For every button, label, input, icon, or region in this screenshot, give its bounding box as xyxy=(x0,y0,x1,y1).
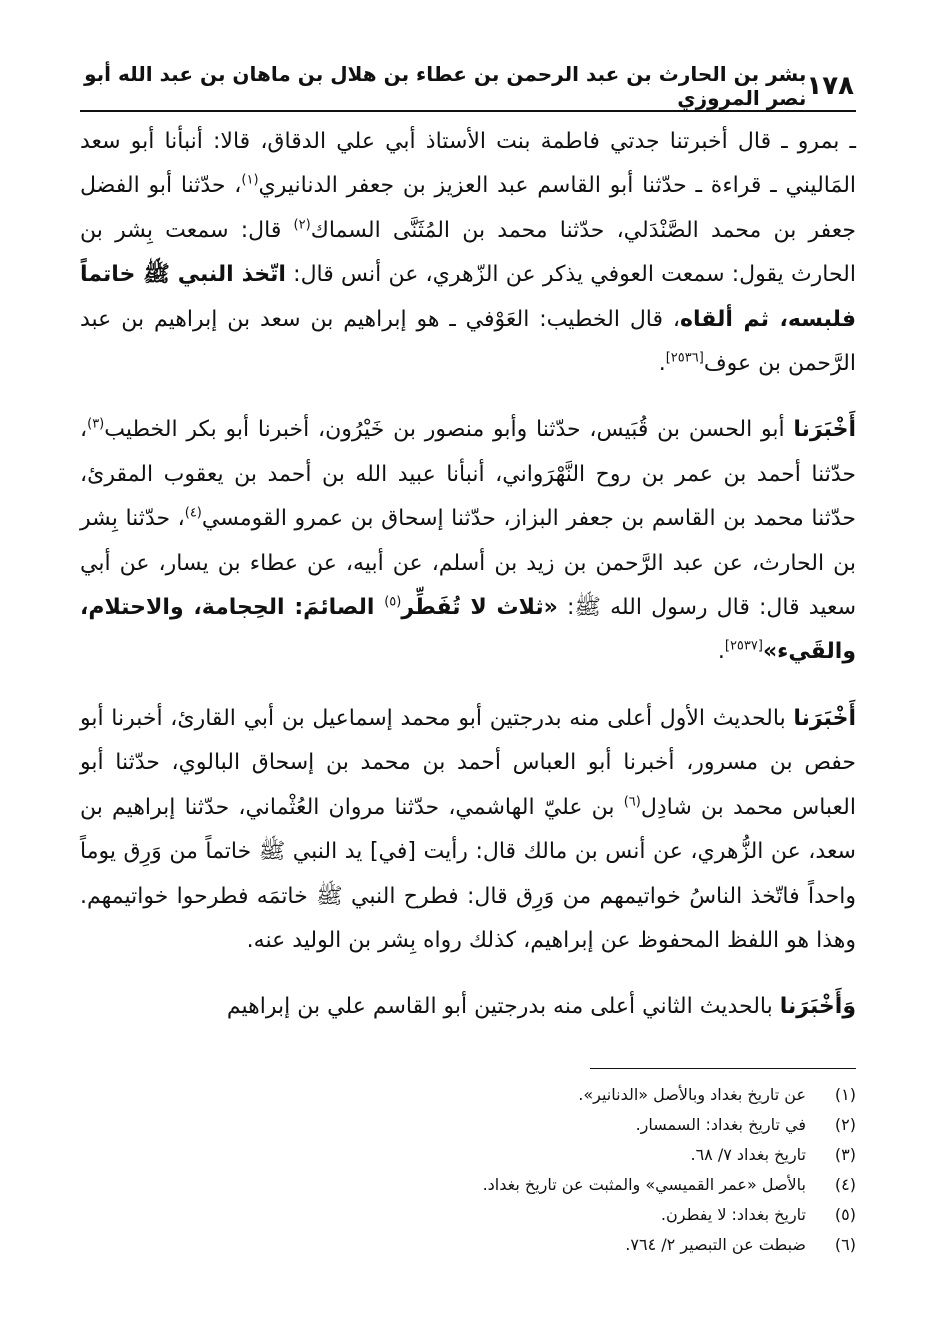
paragraph-4 xyxy=(80,985,856,1029)
page-header xyxy=(80,62,854,110)
text-segment: . xyxy=(717,639,725,665)
chain-keyword: أَخْبَرَنا xyxy=(793,705,856,731)
footnote-text: في تاريخ بغداد: السمسار. xyxy=(635,1115,806,1134)
hadith-text: الصائمَ: الحِجامة، والاحتلام، والقَيء» xyxy=(80,595,856,665)
footnote-number: (٣) xyxy=(834,1145,856,1164)
text-segment: بالحديث الأول أعلى منه بدرجتين أبو محمد إسماعيل بن أبي القارئ، أخبرنا أبو حفص بن مسرور، أخبرنا أبو العباس أحمد بن محمد بن إسحاق البالوي، حدّثنا أبو العباس محمد بن شادِل xyxy=(80,705,856,820)
text-segment: ، حدّثنا أحمد بن عمر بن روح النَّهْرَواني، أنبأنا عبيد الله بن أحمد بن يعقوب المقرئ، حدّثنا محمد بن القاسم بن جعفر البزاز، حدّثنا إسحاق بن عمرو القومسي xyxy=(80,417,856,532)
paragraph-2 xyxy=(80,408,856,674)
footnote-marker: (٤) xyxy=(184,505,202,521)
footnote-marker: (٦) xyxy=(623,794,641,810)
footnote-marker: (٢) xyxy=(293,217,311,233)
header-divider xyxy=(80,110,856,112)
footnote-3 xyxy=(80,1140,856,1170)
footnote-text: عن تاريخ بغداد وبالأصل «الدنانير». xyxy=(578,1085,806,1104)
footnote-number: (٢) xyxy=(834,1115,856,1134)
hadith-number: [٢٥٣٦] xyxy=(665,350,704,366)
text-segment: ، حدّثنا بِشر بن الحارث، عن عبد الرَّحمن بن زيد بن أسلم، عن أبيه، عن عطاء بن يسار، عن أبي سعيد قال: قال رسول الله ﷺ: xyxy=(80,506,856,621)
footnote-marker: (١) xyxy=(241,173,259,189)
running-title: بشر بن الحارث بن عبد الرحمن بن عطاء بن هلال بن ماهان بن عبد الله أبو نصر المروزي xyxy=(84,62,807,110)
hadith-text: اتّخذ النبي ﷺ خاتماً فلبسه، ثم ألقاه xyxy=(80,262,856,332)
footnote-text: تاريخ بغداد ٧/ ٦٨. xyxy=(690,1145,806,1164)
text-segment: ، حدّثنا أبو الفضل جعفر بن محمد الصَّنْدَلي، حدّثنا محمد بن المُثَنَّى السماك xyxy=(80,173,856,243)
footnote-number: (٦) xyxy=(834,1235,856,1254)
footnote-2 xyxy=(80,1110,856,1140)
footnote-text: ضبطت عن التبصير ٢/ ٧٦٤. xyxy=(625,1235,806,1254)
footnote-number: (١) xyxy=(834,1085,856,1104)
main-text xyxy=(80,120,856,1030)
hadith-text: «ثلاث لا تُفَطِّر xyxy=(401,595,558,621)
text-segment: أبو الحسن بن قُبَيس، حدّثنا وأبو منصور بن خَيْرُون، أخبرنا أبو بكر الخطيب xyxy=(104,417,794,443)
footnote-text: بالأصل «عمر القميسي» والمثبت عن تاريخ بغداد. xyxy=(482,1175,806,1194)
footnote-divider xyxy=(590,1068,856,1069)
footnote-text: تاريخ بغداد: لا يفطرن. xyxy=(660,1205,806,1224)
paragraph-3 xyxy=(80,697,856,963)
chain-keyword: أَخْبَرَنا xyxy=(793,417,856,443)
chain-keyword: وَأَخْبَرَنا xyxy=(779,994,856,1020)
paragraph-1 xyxy=(80,120,856,386)
footnote-5 xyxy=(80,1200,856,1230)
page-number: ١٧٨ xyxy=(806,71,854,101)
footnote-number: (٤) xyxy=(834,1175,856,1194)
text-segment: ـ بمرو ـ قال أخبرتنا جدتي فاطمة بنت الأستاذ أبي علي الدقاق، قالا: أنبأنا أبو سعد المَاليني ـ قراءة ـ حدّثنا أبو القاسم عبد العزيز بن جعفر الدنانيري xyxy=(80,129,857,199)
footnote-1 xyxy=(80,1080,856,1110)
text-segment: . xyxy=(658,351,666,377)
text-segment: قال: سمعت بِشر بن الحارث يقول: سمعت العوفي يذكر عن الزّهري، عن أنس قال: xyxy=(80,217,856,288)
footnotes xyxy=(80,1080,856,1260)
footnote-marker: (٥) xyxy=(384,594,402,610)
text-segment: بالحديث الثاني أعلى منه بدرجتين أبو القاسم علي بن إبراهيم xyxy=(226,994,780,1020)
text-segment: ، قال الخطيب: العَوْفي ـ هو إبراهيم بن سعد بن إبراهيم بن عبد الرَّحمن بن عوف xyxy=(80,306,856,377)
text-segment: بن عليّ الهاشمي، حدّثنا مروان العُثْماني، حدّثنا إبراهيم بن سعد، عن الزُّهري، عن أنس بن مالك قال: رأيت [في] يد النبي ﷺ خاتماً من وَرِق يوماً واحداً فاتّخذ الناسُ خواتيمهم من وَرِق قال: فطرح النبي ﷺ خاتمَه فطرحوا خواتيمهم. وهذا هو اللفظ المحفوظ عن إبراهيم، كذلك رواه بِشر بن الوليد عنه. xyxy=(80,794,856,953)
footnote-4 xyxy=(80,1170,856,1200)
footnote-number: (٥) xyxy=(834,1205,856,1224)
hadith-number: [٢٥٣٧] xyxy=(724,639,763,655)
footnote-6 xyxy=(80,1230,856,1260)
footnote-marker: (٣) xyxy=(87,417,105,433)
